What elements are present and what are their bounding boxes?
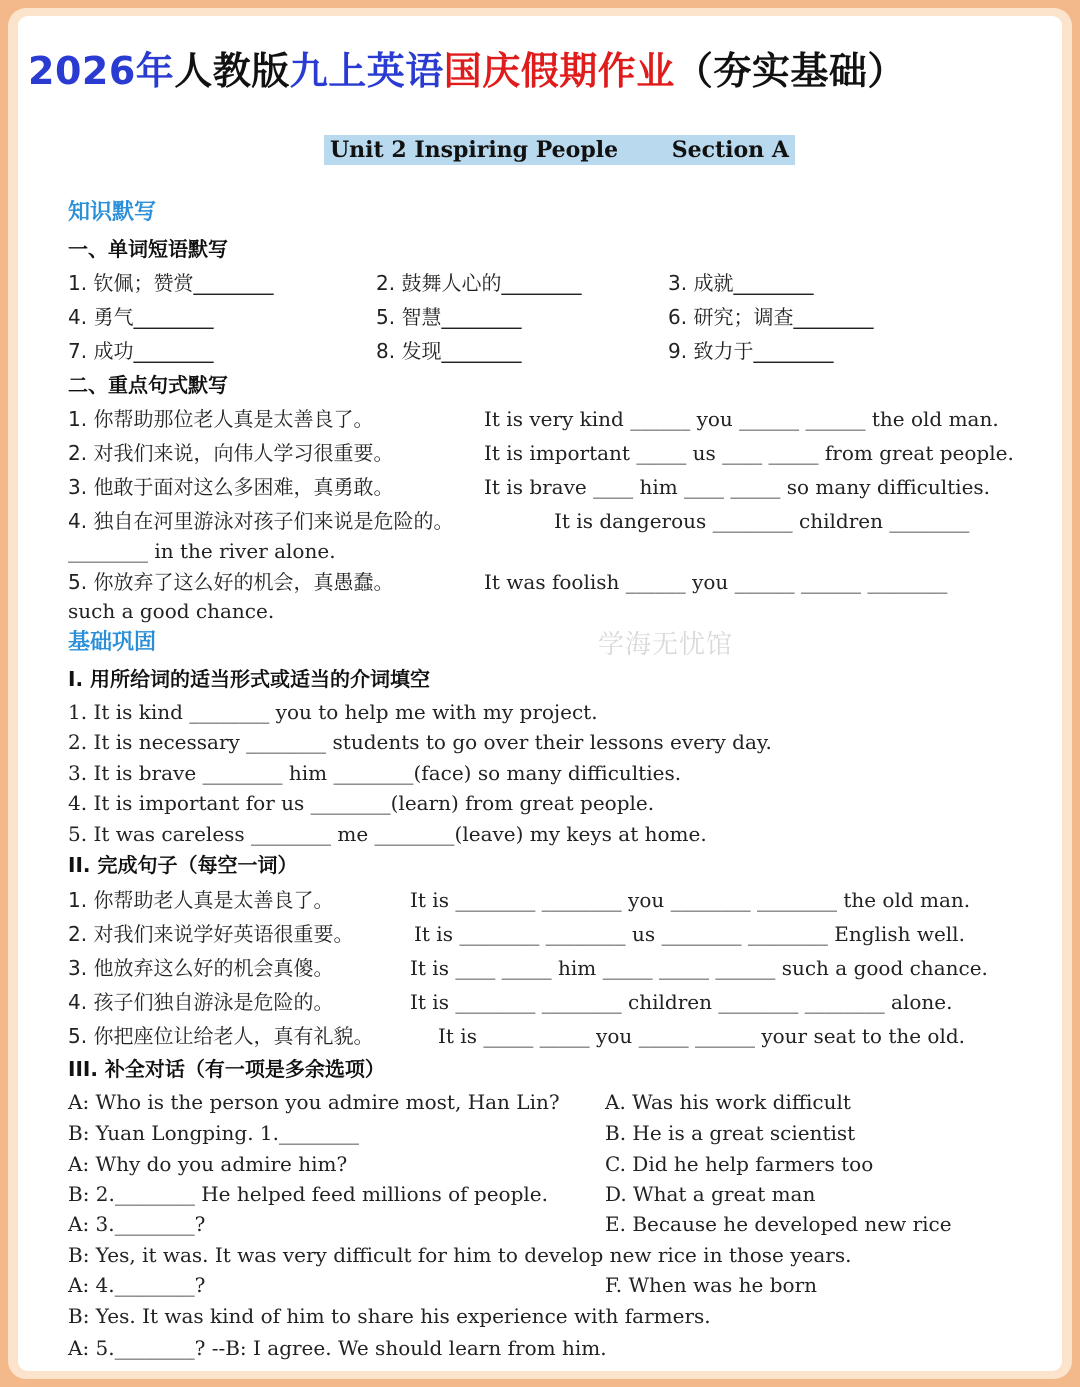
option-item: C. Did he help farmers too	[605, 1152, 874, 1176]
title-homework: 国庆假期作业	[443, 49, 675, 93]
option-item: B. He is a great scientist	[605, 1121, 856, 1145]
vocab-item: 9. 致力于________	[668, 339, 834, 363]
title-year: 2026年	[28, 49, 175, 93]
title-note: （夯实基础）	[674, 49, 906, 93]
sentence-en: It is dangerous ________ children ________	[554, 509, 970, 533]
part1-title: 一、单词短语默写	[68, 237, 228, 261]
sentence-en: It was foolish ______ you ______ ______ ________	[484, 570, 948, 594]
part2-title: 二、重点句式默写	[68, 373, 228, 397]
dialogue-line: B: Yuan Longping. 1.________	[68, 1121, 359, 1145]
vocab-item: 8. 发现________	[376, 339, 522, 363]
title-edition: 人教版	[174, 49, 290, 93]
ex2-zh: 3. 他放弃这么好的机会真傻。	[68, 956, 334, 980]
dialogue-line: A: 5.________? --B: I agree. We should learn from him.	[68, 1336, 607, 1360]
option-item: F. When was he born	[605, 1273, 818, 1297]
sentence-en: It is brave ____ him ____ _____ so many difficulties.	[484, 475, 991, 499]
watermark-logo: 学海无忧馆	[598, 630, 734, 660]
ex2-en: It is ________ ________ children ________ ________ alone.	[410, 990, 953, 1014]
ex1-title: I. 用所给词的适当形式或适当的介词填空	[68, 667, 431, 691]
option-item: D. What a great man	[605, 1182, 816, 1206]
ex3-title: III. 补全对话（有一项是多余选项）	[68, 1057, 385, 1081]
vocab-item: 5. 智慧________	[376, 305, 522, 329]
unit-header: Unit 2 Inspiring People Section A	[324, 135, 795, 165]
ex2-en: It is ____ _____ him _____ _____ ______ such a good chance.	[410, 956, 988, 980]
sentence-cont: ________ in the river alone.	[68, 539, 336, 563]
sentence-en: It is very kind ______ you ______ ______ the old man.	[484, 407, 999, 431]
section-knowledge: 知识默写	[68, 200, 157, 225]
dialogue-line: A: 3.________?	[68, 1212, 206, 1236]
ex2-zh: 1. 你帮助老人真是太善良了。	[68, 888, 334, 912]
ex2-zh: 2. 对我们来说学好英语很重要。	[68, 922, 354, 946]
ex1-item: 5. It was careless ________ me ________(leave) my keys at home.	[68, 822, 707, 846]
ex1-item: 3. It is brave ________ him ________(face) so many difficulties.	[68, 761, 682, 785]
sentence-en: It is important _____ us ____ _____ from great people.	[484, 441, 1014, 465]
ex1-item: 4. It is important for us ________(learn) from great people.	[68, 791, 655, 815]
option-item: A. Was his work difficult	[605, 1090, 851, 1114]
ex2-title: II. 完成句子（每空一词）	[68, 853, 298, 877]
vocab-item: 1. 钦佩；赞赏________	[68, 271, 274, 295]
dialogue-line: A: 4.________?	[68, 1273, 206, 1297]
vocab-item: 3. 成就________	[668, 271, 814, 295]
ex2-zh: 5. 你把座位让给老人，真有礼貌。	[68, 1024, 374, 1048]
sentence-zh: 4. 独自在河里游泳对孩子们来说是危险的。	[68, 509, 454, 533]
sentence-zh: 5. 你放弃了这么好的机会，真愚蠢。	[68, 570, 394, 594]
ex2-zh: 4. 孩子们独自游泳是危险的。	[68, 990, 334, 1014]
section-basics: 基础巩固	[68, 630, 157, 655]
vocab-item: 4. 勇气________	[68, 305, 214, 329]
dialogue-line: B: Yes. It was kind of him to share his experience with farmers.	[68, 1304, 711, 1328]
option-item: E. Because he developed new rice	[605, 1212, 952, 1236]
dialogue-line: A: Who is the person you admire most, Han Lin?	[68, 1090, 560, 1114]
dialogue-line: A: Why do you admire him?	[68, 1152, 348, 1176]
dialogue-line: B: Yes, it was. It was very difficult for him to develop new rice in those years.	[68, 1243, 852, 1267]
page-title	[28, 40, 1028, 95]
title-subject: 九上英语	[289, 49, 444, 93]
vocab-item: 6. 研究；调查________	[668, 305, 874, 329]
sentence-cont: such a good chance.	[68, 599, 275, 623]
sentence-zh: 3. 他敢于面对这么多困难，真勇敢。	[68, 475, 394, 499]
dialogue-line: B: 2.________ He helped feed millions of people.	[68, 1182, 548, 1206]
ex1-item: 2. It is necessary ________ students to go over their lessons every day.	[68, 730, 772, 754]
vocab-item: 7. 成功________	[68, 339, 214, 363]
ex1-item: 1. It is kind ________ you to help me with my project.	[68, 700, 598, 724]
sentence-zh: 1. 你帮助那位老人真是太善良了。	[68, 407, 374, 431]
vocab-item: 2. 鼓舞人心的________	[376, 271, 582, 295]
ex2-en: It is _____ _____ you _____ ______ your seat to the old.	[438, 1024, 966, 1048]
ex2-en: It is ________ ________ us ________ ________ English well.	[414, 922, 965, 946]
sentence-zh: 2. 对我们来说，向伟人学习很重要。	[68, 441, 394, 465]
ex2-en: It is ________ ________ you ________ ________ the old man.	[410, 888, 971, 912]
